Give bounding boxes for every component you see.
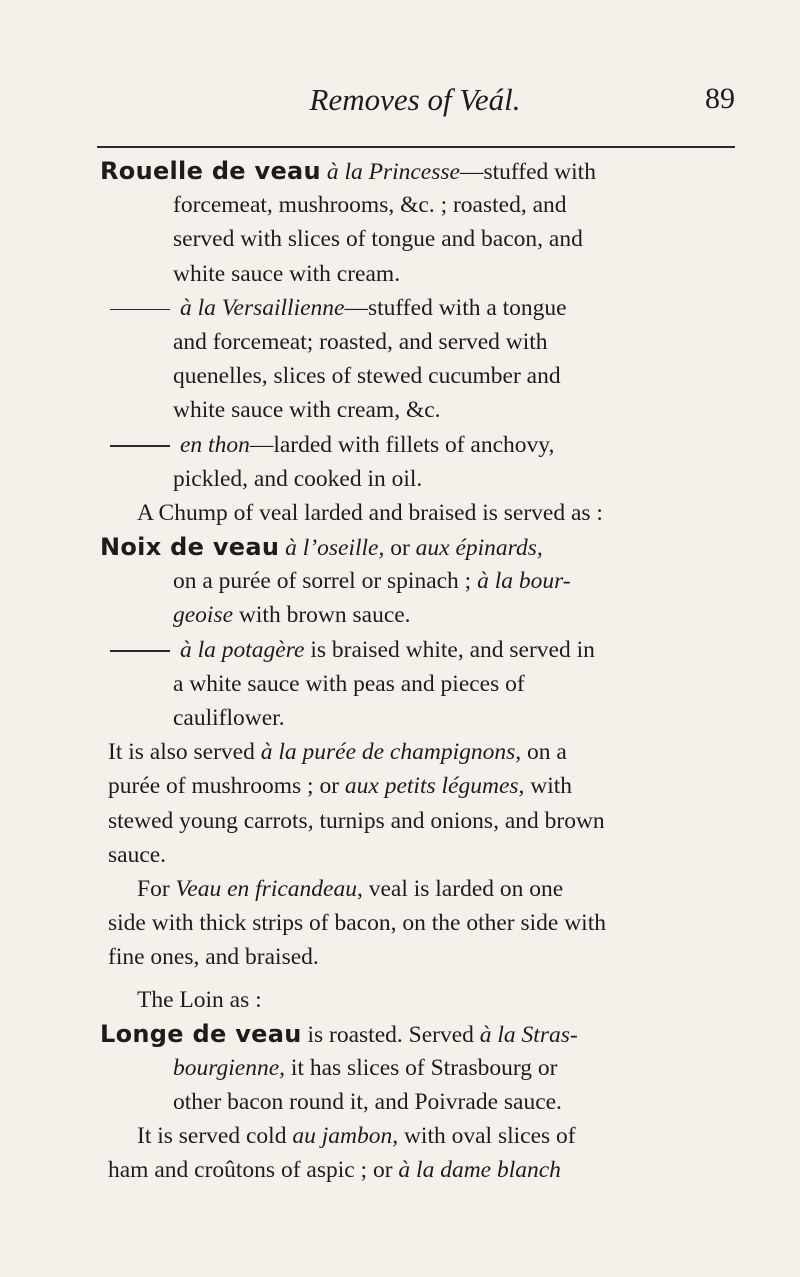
text-run: veal is larded on one xyxy=(362,875,564,902)
dish-heading: Rouelle de veau xyxy=(100,157,321,185)
dish-heading: Noix de veau xyxy=(100,533,280,562)
italic-phrase: aux épinards, xyxy=(415,535,543,562)
text-line xyxy=(100,983,740,1017)
text-run: It is also served xyxy=(108,739,261,766)
text-run: side with thick strips of bacon, on the other side with xyxy=(108,910,606,937)
text-line xyxy=(100,940,740,974)
text-run: is braised white, and served in xyxy=(304,636,595,663)
text-run: on a purée of sorrel or spinach ; xyxy=(173,568,478,595)
text-line xyxy=(100,735,740,769)
italic-phrase: à la Princesse xyxy=(320,159,460,185)
text-line xyxy=(100,906,740,940)
text-run: with brown sauce. xyxy=(233,602,411,629)
page-header xyxy=(95,70,735,130)
text-line xyxy=(100,188,740,222)
text-line xyxy=(100,222,740,256)
text-run: stewed young carrots, turnips and onions, and brown xyxy=(108,807,605,834)
text-run: purée of mushrooms ; or xyxy=(108,773,345,800)
text-line xyxy=(100,359,740,393)
ditto-dash xyxy=(110,650,170,652)
italic-phrase: à la bour- xyxy=(477,568,571,595)
text-line xyxy=(100,530,740,564)
text-run: —larded with fillets of anchovy, xyxy=(249,431,555,458)
text-line xyxy=(100,393,740,427)
italic-phrase: bourgienne, xyxy=(173,1054,286,1081)
page-body xyxy=(100,154,740,1188)
italic-phrase: à la purée de champignons, xyxy=(260,739,522,766)
italic-phrase: à la Stras- xyxy=(479,1021,578,1048)
text-run: For xyxy=(137,875,176,902)
text-line xyxy=(100,291,740,325)
italic-phrase: Veau en fricandeau, xyxy=(175,875,363,902)
text-line xyxy=(100,462,740,496)
dish-heading: Longe de veau xyxy=(100,1019,302,1048)
text-line xyxy=(100,1153,740,1187)
text-run: white sauce with cream, &c. xyxy=(173,397,441,424)
text-line xyxy=(100,701,740,735)
text-run: pickled, and cooked in oil. xyxy=(173,465,423,492)
text-run: It is served cold xyxy=(137,1123,293,1150)
text-run: ham and croûtons of aspic ; or xyxy=(108,1157,399,1184)
ditto-dash xyxy=(110,445,170,447)
italic-phrase: à la potagère xyxy=(180,636,305,663)
text-line xyxy=(100,633,740,667)
italic-phrase: à l’oseille, xyxy=(279,535,385,562)
italic-phrase: à la dame blanch xyxy=(398,1157,561,1184)
text-line xyxy=(100,838,740,872)
text-run: or xyxy=(384,535,416,562)
text-run: forcemeat, mushrooms, &c. ; roasted, and xyxy=(173,192,567,219)
ditto-dash xyxy=(110,309,170,311)
text-line xyxy=(100,1017,740,1051)
text-line xyxy=(100,872,740,906)
text-run: and forcemeat; roasted, and served with xyxy=(173,328,548,355)
paragraph-gap xyxy=(100,975,740,983)
text-run: The Loin as : xyxy=(137,986,262,1013)
header-rule xyxy=(97,146,735,148)
text-run: sauce. xyxy=(108,841,167,868)
text-run: with xyxy=(524,773,573,800)
text-line xyxy=(100,325,740,359)
italic-phrase: à la Versaillienne xyxy=(180,294,345,321)
text-run: a white sauce with peas and pieces of xyxy=(173,670,525,697)
italic-phrase: au jambon, xyxy=(292,1123,399,1150)
text-run: —stuffed with a tongue xyxy=(344,294,567,321)
text-line xyxy=(100,598,740,632)
italic-phrase: en thon xyxy=(180,431,250,458)
text-line xyxy=(100,1119,740,1153)
text-run: is roasted. Served xyxy=(301,1021,480,1048)
text-run: quenelles, slices of stewed cucumber and xyxy=(173,363,561,390)
text-line xyxy=(100,564,740,598)
text-run: fine ones, and braised. xyxy=(108,944,319,971)
text-line xyxy=(100,1085,740,1119)
text-run: served with slices of tongue and bacon, and xyxy=(173,226,583,253)
text-line xyxy=(100,154,740,188)
text-run: on a xyxy=(521,739,567,766)
text-line xyxy=(100,496,740,530)
text-run: with oval slices of xyxy=(398,1123,576,1150)
text-line xyxy=(100,769,740,803)
running-title: Removes of Veál. xyxy=(309,82,521,117)
text-line xyxy=(100,804,740,838)
text-run: other bacon round it, and Poivrade sauce. xyxy=(173,1089,562,1116)
text-run: cauliflower. xyxy=(173,705,285,731)
italic-phrase: geoise xyxy=(173,602,234,629)
text-line xyxy=(100,257,740,291)
text-line xyxy=(100,1051,740,1085)
text-run: white sauce with cream. xyxy=(173,260,401,287)
italic-phrase: aux petits légumes, xyxy=(344,773,525,800)
page-number: 89 xyxy=(705,82,735,115)
text-run: —stuffed with xyxy=(459,159,596,185)
text-run: it has slices of Strasbourg or xyxy=(285,1054,558,1081)
text-line xyxy=(100,667,740,701)
text-run: A Chump of veal larded and braised is served as : xyxy=(137,499,603,526)
text-line xyxy=(100,428,740,462)
